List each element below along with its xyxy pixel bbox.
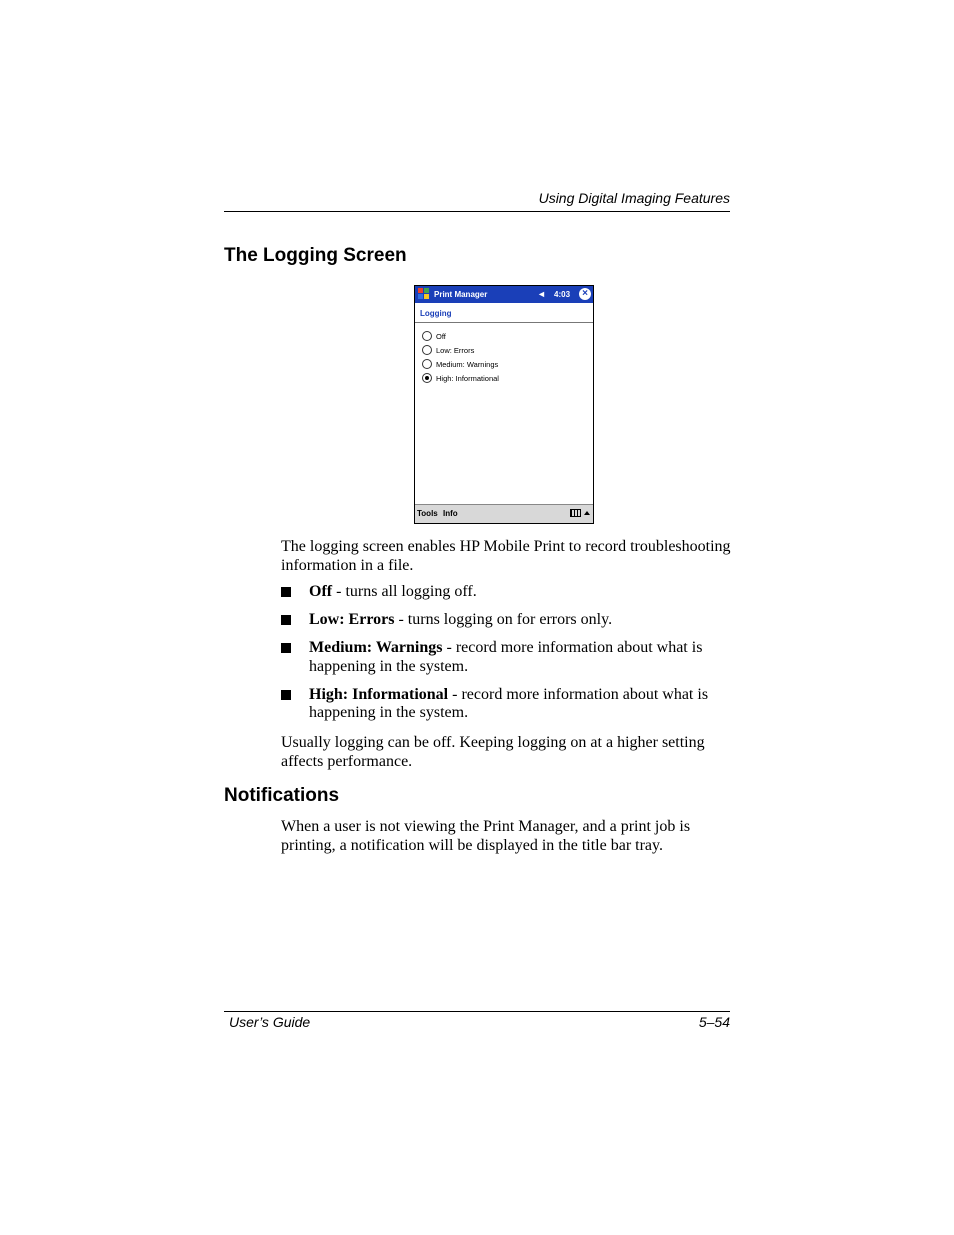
logging-tab-label: Logging (420, 309, 452, 318)
menu-tools[interactable]: Tools (417, 509, 438, 518)
bullet-square-icon (281, 615, 291, 625)
list-item: Medium: Warnings - record more information about what is happening in the system. (281, 639, 731, 676)
logging-levels-list (281, 583, 731, 723)
windows-start-icon[interactable] (418, 288, 431, 301)
tab-divider (415, 322, 593, 323)
menu-bar (415, 504, 593, 523)
speaker-icon[interactable]: ◄ (537, 289, 546, 299)
bullet-square-icon (281, 690, 291, 700)
list-item: Low: Errors - turns logging on for errors only. (281, 611, 731, 630)
section-heading-logging: The Logging Screen (224, 245, 407, 266)
arrow-up-icon[interactable] (584, 511, 590, 515)
menu-info[interactable]: Info (443, 509, 458, 518)
page-number: 5–54 (698, 1014, 730, 1030)
logging-screen-screenshot: Print Manager ◄ 4:03 × Logging Off Low: Errors Medium: Warnings High: Informational Tools Info (414, 285, 594, 524)
header-rule (224, 211, 730, 212)
footer-guide-title: User’s Guide (229, 1014, 311, 1030)
close-button[interactable]: × (579, 288, 591, 300)
bullet-square-icon (281, 643, 291, 653)
keyboard-icon[interactable] (570, 509, 581, 517)
bullet-square-icon (281, 587, 291, 597)
clock: 4:03 (554, 290, 571, 299)
footer-rule (224, 1011, 730, 1012)
app-title: Print Manager (434, 290, 488, 299)
title-bar (415, 286, 593, 303)
notifications-paragraph: When a user is not viewing the Print Manager, and a print job is printing, a notification will be displayed in the title bar tray. (281, 818, 691, 854)
list-item: High: Informational - record more information about what is happening in the system. (281, 686, 731, 723)
radio-button-icon[interactable] (422, 331, 432, 341)
radio-button-selected-icon[interactable] (422, 373, 432, 383)
radio-button-icon[interactable] (422, 359, 432, 369)
closing-paragraph: Usually logging can be off. Keeping logging on at a higher setting affects performance. (281, 734, 705, 770)
radio-button-icon[interactable] (422, 345, 432, 355)
running-header: Using Digital Imaging Features (538, 190, 730, 206)
intro-paragraph: The logging screen enables HP Mobile Print to record troubleshooting information in a file. (281, 538, 731, 574)
list-item: Off - turns all logging off. (281, 583, 731, 602)
section-heading-notifications: Notifications (224, 785, 340, 806)
